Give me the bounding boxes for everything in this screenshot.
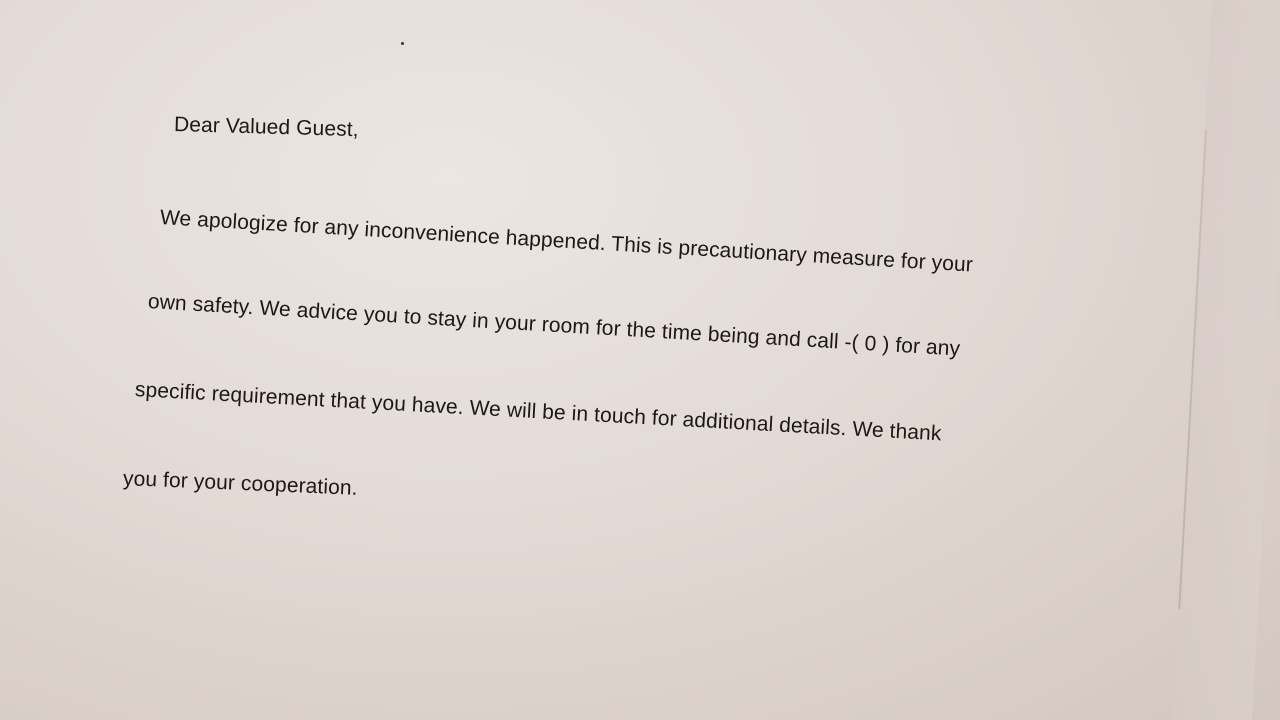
letter-line-3: specific requirement that you have. We will be in touch for additional details. We thank	[134, 378, 943, 446]
letter-greeting: Dear Valued Guest,	[173, 113, 359, 142]
letter-line-1: We apologize for any inconvenience happened. This is precautionary measure for your	[159, 206, 974, 277]
letter-line-2: own safety. We advice you to stay in your room for the time being and call -( 0 ) for any	[147, 290, 961, 361]
letter-line-4: you for your cooperation.	[122, 467, 359, 500]
